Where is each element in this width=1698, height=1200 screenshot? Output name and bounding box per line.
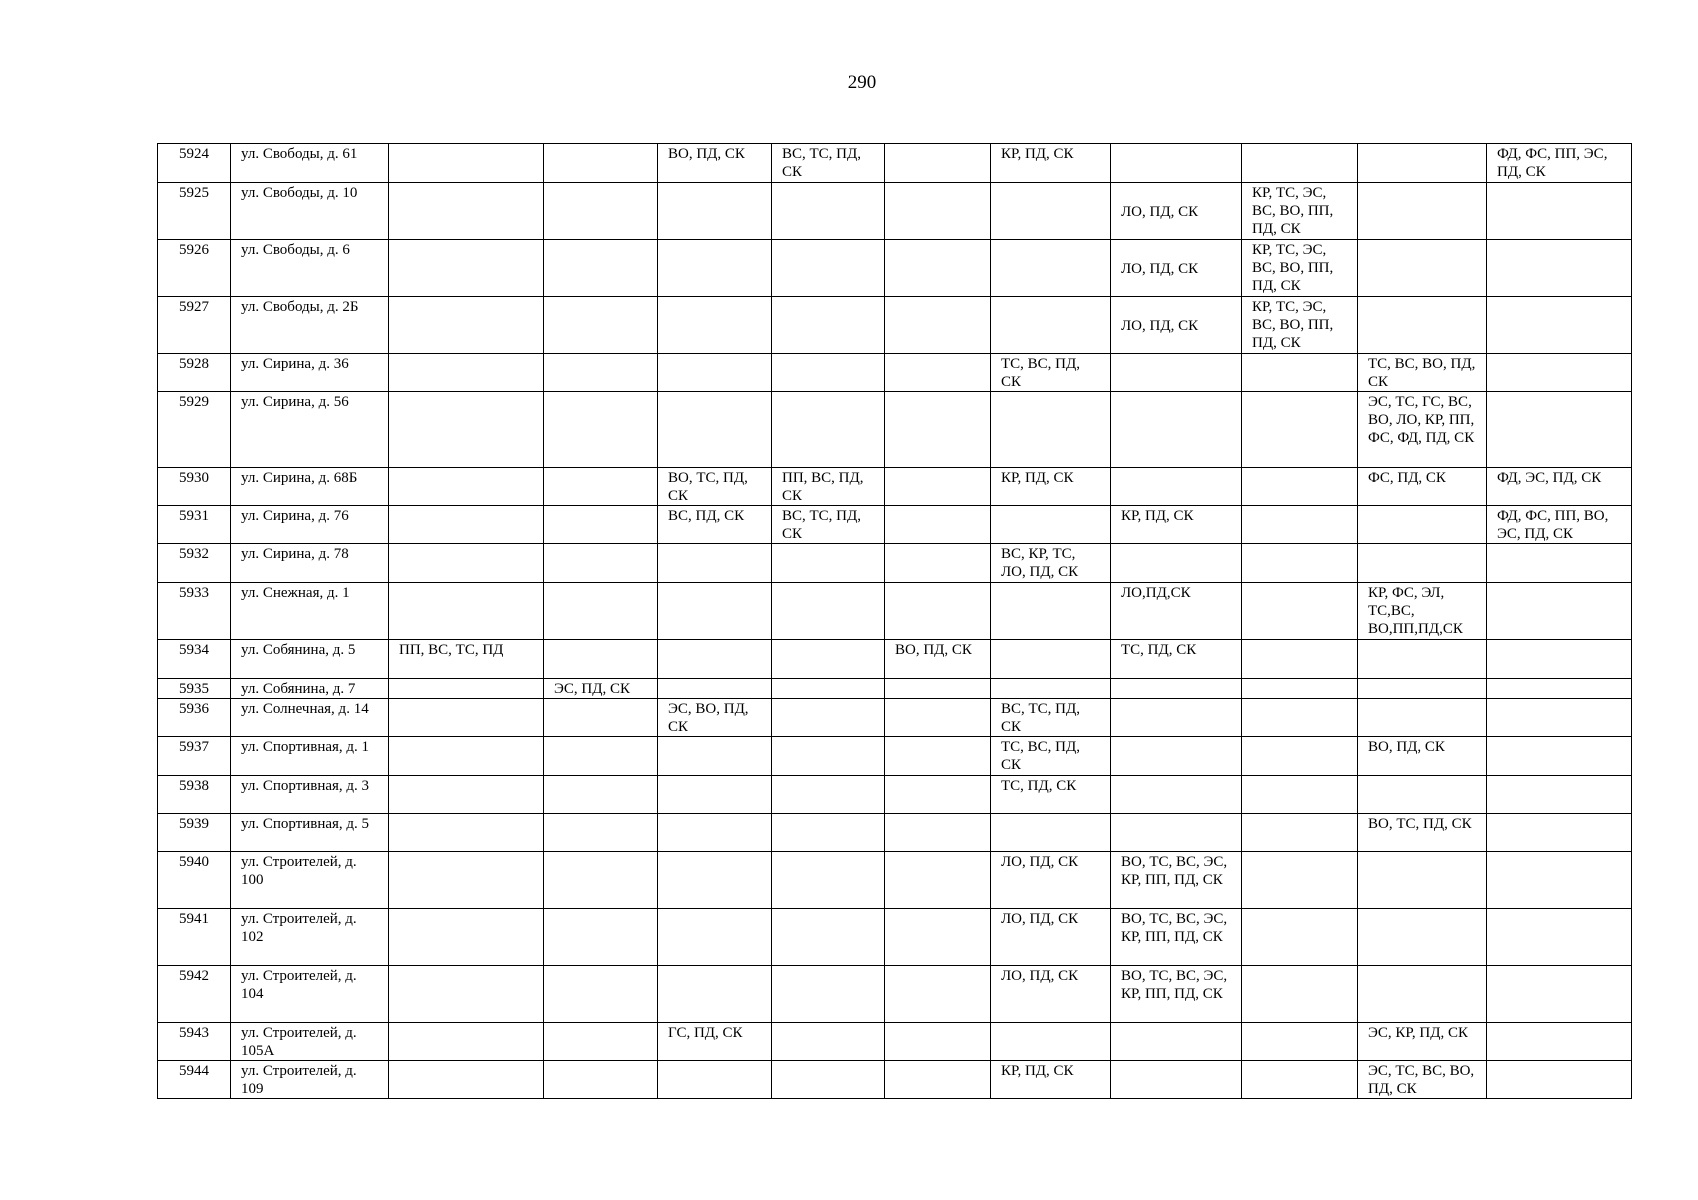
work-types-cell <box>1242 392 1358 468</box>
work-types-cell: ЛО, ПД, СК <box>991 909 1111 966</box>
table-row <box>158 183 1632 240</box>
row-number-cell: 5925 <box>158 183 231 240</box>
work-types-cell: ВО, ТС, ВС, ЭС, КР, ПП, ПД, СК <box>1111 909 1242 966</box>
work-types-cell <box>1242 544 1358 583</box>
work-types-cell: ЭС, ВО, ПД, СК <box>658 699 772 737</box>
work-types-cell <box>1487 640 1632 679</box>
work-types-cell <box>1111 354 1242 392</box>
work-types-cell <box>658 183 772 240</box>
work-types-cell <box>1242 699 1358 737</box>
work-types-cell <box>658 852 772 909</box>
row-number-cell: 5935 <box>158 679 231 699</box>
work-types-cell <box>544 354 658 392</box>
work-types-cell: ЛО, ПД, СК <box>991 852 1111 909</box>
work-types-cell <box>885 909 991 966</box>
table-row <box>158 144 1632 183</box>
work-types-cell <box>1487 1023 1632 1061</box>
work-types-cell <box>389 1061 544 1099</box>
work-types-cell <box>885 354 991 392</box>
work-types-cell <box>1487 814 1632 852</box>
work-types-cell <box>658 814 772 852</box>
work-types-cell <box>1487 737 1632 776</box>
work-types-cell <box>772 814 885 852</box>
work-types-cell <box>991 297 1111 354</box>
address-cell: ул. Строителей, д. 100 <box>231 852 389 909</box>
work-types-cell <box>991 640 1111 679</box>
work-types-cell <box>1242 852 1358 909</box>
work-types-cell: КР, ПД, СК <box>991 144 1111 183</box>
work-types-cell <box>389 392 544 468</box>
work-types-cell <box>991 240 1111 297</box>
work-types-cell <box>1487 544 1632 583</box>
work-types-cell <box>389 699 544 737</box>
work-types-cell <box>1358 544 1487 583</box>
work-types-cell <box>772 737 885 776</box>
work-types-cell <box>389 144 544 183</box>
work-types-cell <box>389 1023 544 1061</box>
address-cell: ул. Строителей, д. 109 <box>231 1061 389 1099</box>
work-types-cell <box>1111 144 1242 183</box>
work-types-cell: КР, ПД, СК <box>991 468 1111 506</box>
work-types-cell <box>544 583 658 640</box>
table-row <box>158 297 1632 354</box>
work-types-cell <box>885 506 991 544</box>
work-types-cell <box>1111 392 1242 468</box>
work-types-cell <box>544 240 658 297</box>
address-cell: ул. Солнечная, д. 14 <box>231 699 389 737</box>
work-types-cell <box>1358 640 1487 679</box>
row-number-cell: 5931 <box>158 506 231 544</box>
work-types-cell <box>544 909 658 966</box>
work-types-cell <box>1487 679 1632 699</box>
work-types-cell: ЛО, ПД, СК <box>1111 240 1242 297</box>
address-cell: ул. Собянина, д. 5 <box>231 640 389 679</box>
work-types-cell <box>885 699 991 737</box>
work-types-cell <box>1242 354 1358 392</box>
work-types-cell <box>772 354 885 392</box>
work-types-cell <box>885 240 991 297</box>
work-types-cell <box>1242 468 1358 506</box>
table-row <box>158 909 1632 966</box>
work-types-cell <box>389 583 544 640</box>
work-types-cell <box>544 966 658 1023</box>
address-cell: ул. Строителей, д. 102 <box>231 909 389 966</box>
work-types-cell <box>658 737 772 776</box>
table-row <box>158 354 1632 392</box>
work-types-cell: КР, ТС, ЭС, ВС, ВО, ПП, ПД, СК <box>1242 183 1358 240</box>
table-row <box>158 640 1632 679</box>
work-types-cell <box>389 966 544 1023</box>
address-cell: ул. Спортивная, д. 3 <box>231 776 389 814</box>
work-types-cell <box>991 506 1111 544</box>
row-number-cell: 5928 <box>158 354 231 392</box>
table-row <box>158 852 1632 909</box>
address-cell: ул. Сирина, д. 56 <box>231 392 389 468</box>
work-types-cell <box>885 297 991 354</box>
table-row <box>158 679 1632 699</box>
row-number-cell: 5924 <box>158 144 231 183</box>
work-types-cell: ПП, ВС, ПД, СК <box>772 468 885 506</box>
work-types-cell <box>658 297 772 354</box>
work-types-cell: ТС, ВС, ВО, ПД, СК <box>1358 354 1487 392</box>
work-types-cell <box>658 679 772 699</box>
table-row <box>158 776 1632 814</box>
table-row <box>158 1061 1632 1099</box>
work-types-cell: КР, ТС, ЭС, ВС, ВО, ПП, ПД, СК <box>1242 240 1358 297</box>
work-types-cell <box>389 776 544 814</box>
work-types-cell <box>1358 699 1487 737</box>
work-types-cell <box>991 583 1111 640</box>
work-types-cell: ТС, ВС, ПД, СК <box>991 354 1111 392</box>
work-types-cell <box>389 297 544 354</box>
work-types-cell: ЭС, ТС, ГС, ВС, ВО, ЛО, КР, ПП, ФС, ФД, ПД, СК <box>1358 392 1487 468</box>
work-types-cell <box>772 909 885 966</box>
work-types-cell: ПП, ВС, ТС, ПД <box>389 640 544 679</box>
work-types-cell <box>1487 1061 1632 1099</box>
work-types-cell <box>1487 240 1632 297</box>
work-types-cell <box>772 297 885 354</box>
table-row <box>158 240 1632 297</box>
row-number-cell: 5942 <box>158 966 231 1023</box>
row-number-cell: 5932 <box>158 544 231 583</box>
work-types-cell <box>389 852 544 909</box>
work-types-cell: ВС, ТС, ПД, СК <box>991 699 1111 737</box>
work-types-cell <box>885 966 991 1023</box>
work-types-cell <box>658 909 772 966</box>
address-cell: ул. Сирина, д. 78 <box>231 544 389 583</box>
work-types-cell <box>1242 909 1358 966</box>
work-types-cell <box>772 776 885 814</box>
address-cell: ул. Сирина, д. 36 <box>231 354 389 392</box>
work-types-cell <box>544 392 658 468</box>
table-row <box>158 506 1632 544</box>
work-types-cell <box>885 183 991 240</box>
work-types-cell <box>885 1061 991 1099</box>
work-types-cell <box>1487 909 1632 966</box>
work-types-cell <box>1358 183 1487 240</box>
work-types-cell <box>1242 1023 1358 1061</box>
work-types-cell <box>544 640 658 679</box>
work-types-cell <box>1111 468 1242 506</box>
work-types-cell <box>1111 679 1242 699</box>
work-types-cell <box>885 852 991 909</box>
work-types-cell <box>1111 737 1242 776</box>
address-cell: ул. Спортивная, д. 1 <box>231 737 389 776</box>
work-types-cell <box>544 506 658 544</box>
work-types-cell <box>772 679 885 699</box>
work-types-cell <box>1487 183 1632 240</box>
work-types-cell <box>772 544 885 583</box>
work-types-cell <box>772 966 885 1023</box>
address-cell: ул. Сирина, д. 68Б <box>231 468 389 506</box>
work-types-cell <box>772 699 885 737</box>
row-number-cell: 5938 <box>158 776 231 814</box>
row-number-cell: 5941 <box>158 909 231 966</box>
work-types-cell <box>885 776 991 814</box>
work-types-cell <box>1111 814 1242 852</box>
address-cell: ул. Спортивная, д. 5 <box>231 814 389 852</box>
work-types-cell <box>885 583 991 640</box>
work-types-cell <box>1242 583 1358 640</box>
work-types-cell <box>1358 776 1487 814</box>
work-types-cell <box>544 544 658 583</box>
table-row <box>158 737 1632 776</box>
work-types-cell <box>544 699 658 737</box>
row-number-cell: 5944 <box>158 1061 231 1099</box>
work-types-cell: ЭС, КР, ПД, СК <box>1358 1023 1487 1061</box>
work-types-cell <box>389 814 544 852</box>
address-cell: ул. Собянина, д. 7 <box>231 679 389 699</box>
work-types-cell: ФД, ЭС, ПД, СК <box>1487 468 1632 506</box>
work-types-cell <box>772 1061 885 1099</box>
work-types-cell: ВО, ТС, ВС, ЭС, КР, ПП, ПД, СК <box>1111 852 1242 909</box>
row-number-cell: 5943 <box>158 1023 231 1061</box>
work-types-cell <box>1242 1061 1358 1099</box>
row-number-cell: 5939 <box>158 814 231 852</box>
work-types-cell <box>389 737 544 776</box>
work-types-cell <box>544 183 658 240</box>
row-number-cell: 5926 <box>158 240 231 297</box>
work-types-cell <box>885 814 991 852</box>
work-types-cell: ЭС, ПД, СК <box>544 679 658 699</box>
work-types-cell <box>1487 776 1632 814</box>
work-types-cell: ЛО, ПД, СК <box>1111 297 1242 354</box>
work-types-cell <box>772 640 885 679</box>
work-types-cell <box>544 468 658 506</box>
work-types-cell <box>658 544 772 583</box>
work-types-cell <box>544 144 658 183</box>
row-number-cell: 5927 <box>158 297 231 354</box>
work-types-cell <box>772 1023 885 1061</box>
work-types-cell: ВС, ТС, ПД, СК <box>772 506 885 544</box>
address-cell: ул. Свободы, д. 6 <box>231 240 389 297</box>
work-types-cell <box>1242 966 1358 1023</box>
work-types-cell <box>658 776 772 814</box>
work-types-cell <box>1242 640 1358 679</box>
work-types-cell <box>1358 852 1487 909</box>
work-types-cell <box>658 392 772 468</box>
work-types-cell <box>1358 144 1487 183</box>
work-types-cell: ВО, ПД, СК <box>658 144 772 183</box>
work-types-cell: ВО, ТС, ПД, СК <box>658 468 772 506</box>
table-row <box>158 814 1632 852</box>
work-types-cell: ФД, ФС, ПП, ВО, ЭС, ПД, СК <box>1487 506 1632 544</box>
work-types-cell <box>1358 297 1487 354</box>
work-types-cell <box>1487 392 1632 468</box>
work-types-cell: ВС, ТС, ПД, СК <box>772 144 885 183</box>
work-types-cell <box>389 909 544 966</box>
work-types-cell <box>772 583 885 640</box>
work-types-cell <box>772 852 885 909</box>
work-types-cell <box>658 583 772 640</box>
table-row <box>158 583 1632 640</box>
work-types-cell: ВС, КР, ТС, ЛО, ПД, СК <box>991 544 1111 583</box>
table-row <box>158 1023 1632 1061</box>
work-types-cell: ТС, ПД, СК <box>991 776 1111 814</box>
table-row <box>158 468 1632 506</box>
page-number: 290 <box>847 72 877 93</box>
work-types-cell <box>991 814 1111 852</box>
address-cell: ул. Сирина, д. 76 <box>231 506 389 544</box>
work-types-cell <box>389 679 544 699</box>
work-types-cell <box>1487 583 1632 640</box>
work-types-cell <box>658 354 772 392</box>
work-types-cell: ВО, ПД, СК <box>1358 737 1487 776</box>
work-types-cell: ГС, ПД, СК <box>658 1023 772 1061</box>
work-types-cell: ФС, ПД, СК <box>1358 468 1487 506</box>
work-types-cell <box>658 966 772 1023</box>
work-types-cell <box>885 544 991 583</box>
work-types-cell <box>544 297 658 354</box>
work-types-cell: ВС, ПД, СК <box>658 506 772 544</box>
table-row <box>158 544 1632 583</box>
work-types-cell: ВО, ПД, СК <box>885 640 991 679</box>
work-types-cell <box>1487 852 1632 909</box>
work-types-cell: ФД, ФС, ПП, ЭС, ПД, СК <box>1487 144 1632 183</box>
work-types-cell <box>1487 966 1632 1023</box>
work-types-cell <box>885 144 991 183</box>
work-types-cell <box>1358 506 1487 544</box>
work-types-cell <box>991 392 1111 468</box>
work-types-cell <box>1242 814 1358 852</box>
work-types-cell <box>1358 240 1487 297</box>
row-number-cell: 5930 <box>158 468 231 506</box>
row-number-cell: 5937 <box>158 737 231 776</box>
work-types-cell <box>1111 699 1242 737</box>
work-types-cell <box>658 1061 772 1099</box>
work-types-cell <box>1242 506 1358 544</box>
work-types-cell <box>658 640 772 679</box>
work-types-cell: ЭС, ТС, ВС, ВО, ПД, СК <box>1358 1061 1487 1099</box>
work-types-cell <box>389 468 544 506</box>
work-types-cell <box>885 468 991 506</box>
work-types-cell <box>1111 1023 1242 1061</box>
work-types-cell <box>885 1023 991 1061</box>
work-types-cell <box>1487 699 1632 737</box>
work-types-cell <box>389 354 544 392</box>
address-cell: ул. Свободы, д. 61 <box>231 144 389 183</box>
work-types-cell <box>1242 679 1358 699</box>
work-types-cell: ЛО, ПД, СК <box>991 966 1111 1023</box>
work-types-cell: ЛО, ПД, СК <box>1111 183 1242 240</box>
table-row <box>158 966 1632 1023</box>
works-schedule-table <box>157 143 1632 1099</box>
work-types-cell <box>772 392 885 468</box>
work-types-cell <box>544 776 658 814</box>
work-types-cell <box>772 240 885 297</box>
work-types-cell <box>991 183 1111 240</box>
address-cell: ул. Строителей, д. 104 <box>231 966 389 1023</box>
work-types-cell <box>1358 909 1487 966</box>
address-cell: ул. Свободы, д. 2Б <box>231 297 389 354</box>
work-types-cell <box>772 183 885 240</box>
work-types-cell <box>885 679 991 699</box>
work-types-cell: КР, ФС, ЭЛ, ТС,ВС, ВО,ПП,ПД,СК <box>1358 583 1487 640</box>
work-types-cell <box>544 1061 658 1099</box>
work-types-cell <box>389 506 544 544</box>
work-types-cell <box>544 1023 658 1061</box>
work-types-cell <box>389 544 544 583</box>
work-types-cell <box>1242 144 1358 183</box>
address-cell: ул. Снежная, д. 1 <box>231 583 389 640</box>
work-types-cell <box>991 679 1111 699</box>
work-types-cell <box>1487 297 1632 354</box>
work-types-cell <box>1111 776 1242 814</box>
work-types-cell <box>1487 354 1632 392</box>
work-types-cell <box>658 240 772 297</box>
work-types-cell <box>991 1023 1111 1061</box>
work-types-cell <box>1358 966 1487 1023</box>
work-types-cell: КР, ПД, СК <box>991 1061 1111 1099</box>
address-cell: ул. Строителей, д. 105А <box>231 1023 389 1061</box>
work-types-cell: ВО, ТС, ПД, СК <box>1358 814 1487 852</box>
work-types-cell <box>1111 544 1242 583</box>
work-types-cell <box>1111 1061 1242 1099</box>
work-types-cell: ТС, ВС, ПД, СК <box>991 737 1111 776</box>
row-number-cell: 5929 <box>158 392 231 468</box>
work-types-cell <box>1358 679 1487 699</box>
row-number-cell: 5934 <box>158 640 231 679</box>
work-types-cell <box>389 240 544 297</box>
row-number-cell: 5940 <box>158 852 231 909</box>
work-types-cell <box>1242 776 1358 814</box>
work-types-cell <box>885 737 991 776</box>
work-types-cell: КР, ПД, СК <box>1111 506 1242 544</box>
work-types-cell: ЛО,ПД,СК <box>1111 583 1242 640</box>
work-types-cell <box>544 852 658 909</box>
work-types-cell <box>544 737 658 776</box>
work-types-cell <box>885 392 991 468</box>
table-row <box>158 699 1632 737</box>
row-number-cell: 5933 <box>158 583 231 640</box>
work-types-cell <box>544 814 658 852</box>
work-types-cell <box>389 183 544 240</box>
work-types-cell: ТС, ПД, СК <box>1111 640 1242 679</box>
table-row <box>158 392 1632 468</box>
work-types-cell <box>1242 737 1358 776</box>
work-types-cell: КР, ТС, ЭС, ВС, ВО, ПП, ПД, СК <box>1242 297 1358 354</box>
row-number-cell: 5936 <box>158 699 231 737</box>
work-types-cell: ВО, ТС, ВС, ЭС, КР, ПП, ПД, СК <box>1111 966 1242 1023</box>
address-cell: ул. Свободы, д. 10 <box>231 183 389 240</box>
